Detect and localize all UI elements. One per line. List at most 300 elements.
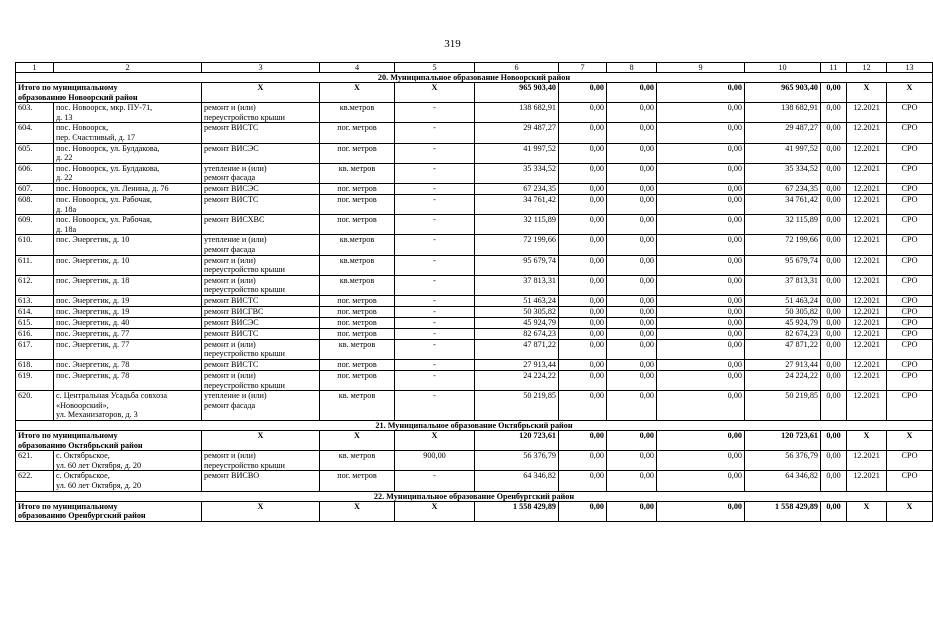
column-number: 2 [54,63,202,73]
fund-cell: 0,00 [559,295,607,306]
row-number: 608. [16,194,54,214]
total-cost-cell: 37 813,31 [475,275,559,295]
cell-line: ул. 60 лет Октября, д. 20 [56,481,142,490]
cell-line: ремонт ВИСВО [204,471,260,481]
budget-cell: 0,00 [607,317,657,328]
work-type-cell [202,163,320,183]
other-funds-cell: 0,00 [821,235,847,255]
cell-line: пос. Энергетик, д. 78 [56,371,130,381]
budget-cell: 0,00 [607,143,657,163]
address-cell [54,194,202,214]
unit-cell: кв. метров [320,163,395,183]
cell-line: ул. Механизаторов, д. 3 [56,410,138,420]
table-row [16,103,933,123]
method-cell: X [887,83,933,103]
local-budget-cell: 0,00 [657,103,745,123]
cell-line: ремонт ВИСТС [204,194,259,204]
deadline-cell: 12.2021 [847,255,887,275]
owners-funds-cell: 56 376,79 [745,451,821,471]
row-number: 606. [16,163,54,183]
work-type-cell [202,194,320,214]
cell-line: образованию Октябрьский район [18,440,143,450]
cell-line: переустройство крыши [204,265,285,275]
method-cell: СРО [887,306,933,317]
deadline-cell: X [847,431,887,451]
deadline-cell: 12.2021 [847,471,887,491]
deadline-cell: 12.2021 [847,194,887,214]
deadline-cell: 12.2021 [847,143,887,163]
work-type-cell [202,275,320,295]
address-cell [54,339,202,359]
fund-cell: 0,00 [559,371,607,391]
work-type-cell [202,451,320,471]
local-budget-cell: 0,00 [657,143,745,163]
total-cost-cell: 64 346,82 [475,471,559,491]
deadline-cell: 12.2021 [847,235,887,255]
other-funds-cell: 0,00 [821,360,847,371]
address-cell [54,328,202,339]
table-row [16,471,933,491]
work-type-cell [202,143,320,163]
local-budget-cell: 0,00 [657,183,745,194]
address-cell [54,275,202,295]
cell-line: переустройство крыши [204,112,285,122]
cell-line: ремонт ВИСТС [204,360,259,370]
local-budget-cell: 0,00 [657,317,745,328]
deadline-cell: 12.2021 [847,391,887,421]
cell-line: пос. Энергетик, д. 77 [56,328,130,338]
volume-cell: - [395,255,475,275]
fund-cell: 0,00 [559,183,607,194]
local-budget-cell: 0,00 [657,123,745,143]
other-funds-cell: 0,00 [821,275,847,295]
cell-line: образованию Оренбургский район [18,511,146,521]
work-type-cell [202,123,320,143]
fund-cell: 0,00 [559,360,607,371]
local-budget-cell: 0,00 [657,371,745,391]
work-type-cell [202,103,320,123]
table-row [16,215,933,235]
cell-line: ремонт и (или) [204,371,256,381]
total-row [16,431,933,451]
cell-line: с. Октябрьское, [56,451,110,461]
fund-cell: 0,00 [559,83,607,103]
other-funds-cell: 0,00 [821,295,847,306]
table-row [16,306,933,317]
cell-line: д. 22 [56,173,73,183]
work-type-cell: X [202,431,320,451]
owners-funds-cell: 32 115,89 [745,215,821,235]
local-budget-cell: 0,00 [657,295,745,306]
volume-cell: - [395,371,475,391]
row-number: 620. [16,391,54,421]
table-row [16,328,933,339]
method-cell: СРО [887,103,933,123]
budget-cell: 0,00 [607,371,657,391]
local-budget-cell: 0,00 [657,163,745,183]
total-cost-cell: 965 903,40 [475,83,559,103]
page-number: 319 [444,38,461,50]
volume-cell: - [395,471,475,491]
work-type-cell [202,295,320,306]
cell-line: с. Центральная Усадьба совхоза [56,391,168,401]
address-cell [54,306,202,317]
section-heading-row [16,73,933,83]
address-cell [54,235,202,255]
budget-cell: 0,00 [607,471,657,491]
method-cell: X [887,431,933,451]
volume-cell: - [395,235,475,255]
other-funds-cell: 0,00 [821,328,847,339]
table-row [16,391,933,421]
cell-line: переустройство крыши [204,349,285,359]
volume-cell: - [395,328,475,339]
total-cost-cell: 41 997,52 [475,143,559,163]
address-cell [54,255,202,275]
section-heading: 21. Муниципальное образование Октябрьский район [16,421,933,431]
work-type-cell [202,371,320,391]
cell-line: д. 13 [56,112,73,122]
total-cost-cell: 56 376,79 [475,451,559,471]
owners-funds-cell: 51 463,24 [745,295,821,306]
deadline-cell: 12.2021 [847,451,887,471]
section-heading: 20. Муниципальное образование Новоорский район [16,73,933,83]
unit-cell: пог. метров [320,215,395,235]
row-number: 617. [16,339,54,359]
fund-cell: 0,00 [559,391,607,421]
table-row [16,339,933,359]
row-number: 609. [16,215,54,235]
budget-cell: 0,00 [607,103,657,123]
total-cost-cell: 1 558 429,89 [475,501,559,521]
total-cost-cell: 138 682,91 [475,103,559,123]
address-cell [54,451,202,471]
work-type-cell [202,360,320,371]
row-number: 619. [16,371,54,391]
budget-cell: 0,00 [607,360,657,371]
budget-cell: 0,00 [607,501,657,521]
cell-line: пос. Новоорск, ул. Ленина, д. 76 [56,183,169,193]
address-cell [54,183,202,194]
total-cost-cell: 35 334,52 [475,163,559,183]
row-number: 611. [16,255,54,275]
volume-cell: - [395,194,475,214]
total-label [16,501,202,521]
method-cell: СРО [887,451,933,471]
work-type-cell [202,339,320,359]
other-funds-cell: 0,00 [821,317,847,328]
row-number: 613. [16,295,54,306]
work-type-cell [202,215,320,235]
budget-cell: 0,00 [607,123,657,143]
fund-cell: 0,00 [559,123,607,143]
cell-line: пер. Счастливый, д. 17 [56,132,136,142]
total-row [16,501,933,521]
owners-funds-cell: 37 813,31 [745,275,821,295]
row-number: 605. [16,143,54,163]
total-cost-cell: 24 224,22 [475,371,559,391]
total-cost-cell: 95 679,74 [475,255,559,275]
row-number: 618. [16,360,54,371]
column-number: 3 [202,63,320,73]
other-funds-cell: 0,00 [821,183,847,194]
cell-line: пос. Новоорск, [56,123,109,133]
unit-cell: кв. метров [320,391,395,421]
cell-line: пос. Новоорск, мкр. ПУ-71, [56,103,153,113]
work-type-cell [202,471,320,491]
total-row [16,83,933,103]
deadline-cell: 12.2021 [847,328,887,339]
owners-funds-cell: 72 199,66 [745,235,821,255]
cell-line: Итого по муниципальному [18,501,118,511]
fund-cell: 0,00 [559,306,607,317]
local-budget-cell: 0,00 [657,471,745,491]
cell-line: ремонт и (или) [204,451,256,461]
method-cell: СРО [887,391,933,421]
total-label [16,83,202,103]
volume-cell: - [395,123,475,143]
method-cell: СРО [887,317,933,328]
deadline-cell: 12.2021 [847,215,887,235]
unit-cell: пог. метров [320,295,395,306]
cell-line: д. 22 [56,153,73,163]
other-funds-cell: 0,00 [821,194,847,214]
total-cost-cell: 50 219,85 [475,391,559,421]
total-cost-cell: 32 115,89 [475,215,559,235]
deadline-cell: 12.2021 [847,317,887,328]
volume-cell: X [395,83,475,103]
volume-cell: - [395,306,475,317]
cell-line: ремонт ВИСЭС [204,183,259,193]
unit-cell: кв.метров [320,275,395,295]
local-budget-cell: 0,00 [657,194,745,214]
work-type-cell [202,328,320,339]
owners-funds-cell: 67 234,35 [745,183,821,194]
cell-line: Итого по муниципальному [18,83,118,92]
fund-cell: 0,00 [559,471,607,491]
row-number: 610. [16,235,54,255]
row-number: 612. [16,275,54,295]
unit-cell: пог. метров [320,143,395,163]
cell-line: ремонт фасада [204,173,256,183]
other-funds-cell: 0,00 [821,123,847,143]
cell-line: ремонт и (или) [204,275,256,285]
fund-cell: 0,00 [559,255,607,275]
unit-cell: пог. метров [320,183,395,194]
column-number-row [16,63,933,73]
fund-cell: 0,00 [559,328,607,339]
work-type-cell [202,183,320,194]
deadline-cell: 12.2021 [847,103,887,123]
row-number: 622. [16,471,54,491]
method-cell: X [887,501,933,521]
cell-line: ремонт фасада [204,400,256,410]
unit-cell: пог. метров [320,194,395,214]
other-funds-cell: 0,00 [821,451,847,471]
deadline-cell: 12.2021 [847,123,887,143]
work-type-cell [202,306,320,317]
budget-cell: 0,00 [607,306,657,317]
address-cell [54,103,202,123]
budget-cell: 0,00 [607,451,657,471]
volume-cell: - [395,163,475,183]
column-number: 10 [745,63,821,73]
deadline-cell: 12.2021 [847,163,887,183]
total-cost-cell: 67 234,35 [475,183,559,194]
column-number: 7 [559,63,607,73]
cell-line: ремонт ВИСЭС [204,317,259,327]
budget-cell: 0,00 [607,215,657,235]
row-number: 607. [16,183,54,194]
local-budget-cell: 0,00 [657,83,745,103]
other-funds-cell: 0,00 [821,306,847,317]
owners-funds-cell: 24 224,22 [745,371,821,391]
method-cell: СРО [887,143,933,163]
owners-funds-cell: 29 487,27 [745,123,821,143]
volume-cell: - [395,143,475,163]
column-number: 8 [607,63,657,73]
owners-funds-cell: 41 997,52 [745,143,821,163]
table-row [16,451,933,471]
other-funds-cell: 0,00 [821,143,847,163]
budget-cell: 0,00 [607,194,657,214]
fund-cell: 0,00 [559,235,607,255]
table-row [16,183,933,194]
method-cell: СРО [887,339,933,359]
local-budget-cell: 0,00 [657,275,745,295]
budget-cell: 0,00 [607,295,657,306]
work-type-cell [202,317,320,328]
fund-cell: 0,00 [559,451,607,471]
column-number: 1 [16,63,54,73]
column-number: 5 [395,63,475,73]
row-number: 603. [16,103,54,123]
owners-funds-cell: 95 679,74 [745,255,821,275]
cell-line: образованию Новоорский район [18,92,138,102]
volume-cell: - [395,295,475,306]
unit-cell: кв.метров [320,255,395,275]
address-cell [54,471,202,491]
other-funds-cell: 0,00 [821,255,847,275]
other-funds-cell: 0,00 [821,339,847,359]
column-number: 13 [887,63,933,73]
owners-funds-cell: 82 674,23 [745,328,821,339]
deadline-cell: 12.2021 [847,306,887,317]
method-cell: СРО [887,183,933,194]
total-cost-cell: 120 723,61 [475,431,559,451]
table-row [16,295,933,306]
table-row [16,317,933,328]
row-number: 614. [16,306,54,317]
other-funds-cell: 0,00 [821,431,847,451]
cell-line: пос. Энергетик, д. 10 [56,255,130,265]
budget-cell: 0,00 [607,328,657,339]
deadline-cell: 12.2021 [847,183,887,194]
budget-cell: 0,00 [607,83,657,103]
method-cell: СРО [887,360,933,371]
fund-cell: 0,00 [559,317,607,328]
cell-line: ремонт ВИСХВС [204,215,265,225]
cell-line: ремонт ВИСТС [204,123,259,133]
budget-cell: 0,00 [607,391,657,421]
address-cell [54,360,202,371]
cell-line: с. Октябрьское, [56,471,110,481]
local-budget-cell: 0,00 [657,235,745,255]
unit-cell: кв.метров [320,103,395,123]
deadline-cell: 12.2021 [847,295,887,306]
fund-cell: 0,00 [559,163,607,183]
local-budget-cell: 0,00 [657,391,745,421]
cell-line: ремонт ВИСТС [204,328,259,338]
cell-line: пос. Энергетик, д. 78 [56,360,130,370]
unit-cell: кв. метров [320,451,395,471]
cell-line: пос. Новоорск, ул. Рабочая, [56,194,152,204]
total-cost-cell: 50 305,82 [475,306,559,317]
cell-line: пос. Энергетик, д. 19 [56,295,130,305]
method-cell: СРО [887,328,933,339]
method-cell: СРО [887,194,933,214]
owners-funds-cell: 138 682,91 [745,103,821,123]
local-budget-cell: 0,00 [657,431,745,451]
budget-cell: 0,00 [607,163,657,183]
column-number: 6 [475,63,559,73]
owners-funds-cell: 45 924,79 [745,317,821,328]
unit-cell: X [320,83,395,103]
address-cell [54,371,202,391]
row-number: 615. [16,317,54,328]
volume-cell: - [395,183,475,194]
deadline-cell: 12.2021 [847,275,887,295]
total-cost-cell: 51 463,24 [475,295,559,306]
row-number: 621. [16,451,54,471]
address-cell [54,143,202,163]
deadline-cell: 12.2021 [847,339,887,359]
budget-cell: 0,00 [607,183,657,194]
fund-cell: 0,00 [559,194,607,214]
total-cost-cell: 82 674,23 [475,328,559,339]
row-number: 616. [16,328,54,339]
local-budget-cell: 0,00 [657,360,745,371]
fund-cell: 0,00 [559,103,607,123]
column-number: 11 [821,63,847,73]
cell-line: ремонт и (или) [204,255,256,265]
method-cell: СРО [887,371,933,391]
other-funds-cell: 0,00 [821,103,847,123]
table-row [16,360,933,371]
cell-line: переустройство крыши [204,380,285,390]
cell-line: ремонт фасада [204,244,256,254]
table-row [16,371,933,391]
cell-line: ремонт и (или) [204,339,256,349]
cell-line: д. 18а [56,224,77,234]
fund-cell: 0,00 [559,431,607,451]
registry-table [15,62,933,522]
budget-cell: 0,00 [607,255,657,275]
work-type-cell: X [202,501,320,521]
cell-line: ул. 60 лет Октября, д. 20 [56,460,142,470]
unit-cell: X [320,431,395,451]
section-heading-row [16,491,933,501]
local-budget-cell: 0,00 [657,215,745,235]
other-funds-cell: 0,00 [821,371,847,391]
volume-cell: - [395,215,475,235]
cell-line: ремонт ВИСЭС [204,143,259,153]
table-row [16,255,933,275]
section-heading: 22. Муниципальное образование Оренбургский район [16,491,933,501]
address-cell [54,317,202,328]
work-type-cell [202,391,320,421]
other-funds-cell: 0,00 [821,501,847,521]
